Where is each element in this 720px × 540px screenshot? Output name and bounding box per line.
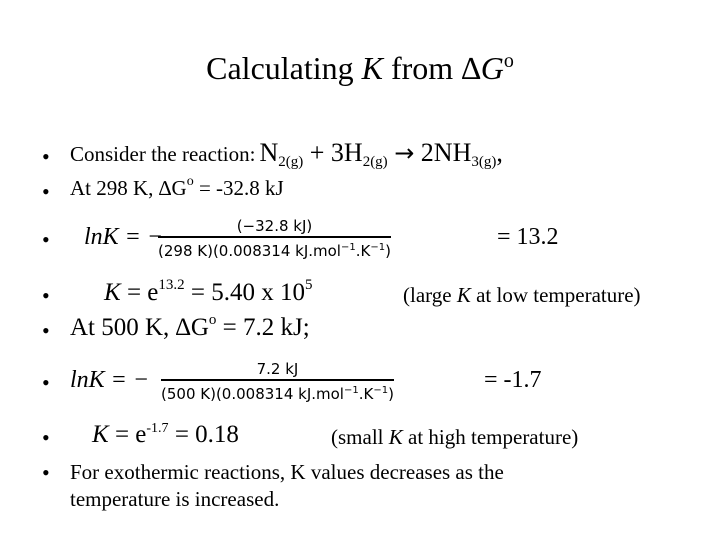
b5-rest: = 7.2 kJ; (216, 314, 310, 341)
den-text: (298 K)(0.008314 kJ.mol (158, 242, 341, 260)
title-from: from (390, 50, 454, 86)
b2-sup: o (186, 174, 194, 189)
lnk-500-denominator (161, 379, 394, 405)
k-298-value (104, 279, 313, 307)
den-exp1: −1 (343, 385, 359, 396)
title-delta: ∆G (461, 50, 504, 86)
den-end: ) (388, 385, 394, 403)
k-500-note (331, 425, 578, 450)
conclusion-line-1: For exothermic reactions, K values decreases as the (70, 460, 504, 484)
lnk-298-lhs (84, 224, 163, 251)
b2-rest: = -32.8 kJ (193, 176, 284, 200)
b5-text: At 500 K, ∆G (70, 314, 209, 341)
note-open: (small (331, 425, 384, 449)
k-298-exp: 13.2 (158, 277, 185, 293)
k-500-exp: -1.7 (146, 421, 169, 436)
lnk-298-result: = 13.2 (497, 224, 559, 250)
bullet-marker: • (42, 370, 50, 395)
conclusion-line-2: temperature is increased. (70, 487, 280, 511)
den-text: (500 K)(0.008314 kJ.mol (161, 385, 344, 403)
den-exp2: −1 (370, 242, 386, 253)
slide-title (0, 46, 720, 90)
reactant-h2-state: 2(g) (362, 154, 388, 170)
bullet-reaction (70, 138, 503, 168)
bullet-marker: • (42, 144, 50, 169)
k-500-rest: = 0.18 (168, 421, 239, 448)
bullet-marker: • (42, 283, 50, 308)
k-500-eq: = e (108, 421, 147, 448)
bullet-marker: • (42, 425, 50, 450)
lnk-298-denominator (158, 236, 391, 262)
lnk-298-numerator: (−32.8 kJ) (236, 217, 313, 235)
den-exp2: −1 (373, 385, 389, 396)
lnk-500-lhs-text: lnK = − (70, 367, 150, 393)
reaction-equation (259, 138, 503, 170)
lnk-298-lhs-text: lnK = − (84, 224, 164, 250)
b5-sup: o (208, 312, 217, 328)
product-nh3-state: 3(g) (471, 154, 497, 170)
k-298-rest: = 5.40 x 10 (184, 279, 305, 306)
b2-text: At 298 K, ∆G (70, 176, 187, 200)
note-rest: at high temperature) (402, 425, 579, 449)
note-k: K (383, 425, 403, 449)
lnk-500-fraction (161, 359, 394, 405)
reactant-n2: N (259, 138, 279, 167)
lnk-298-fraction (158, 216, 391, 262)
bullet-298k (70, 176, 284, 201)
k-298-exp2: 5 (305, 277, 313, 293)
k-298-lhs: K (104, 279, 121, 306)
den-end: ) (385, 242, 391, 260)
bullet-500k (70, 314, 310, 342)
title-var: K (361, 50, 383, 86)
den-mid: .K (355, 242, 371, 260)
lnk-500-numerator: 7.2 kJ (256, 360, 299, 378)
bullet-marker: • (42, 179, 50, 204)
reaction-label: Consider the reaction: (70, 142, 256, 166)
den-exp1: −1 (340, 242, 356, 253)
note-open: (large (403, 283, 452, 307)
note-rest: at low temperature) (470, 283, 641, 307)
lnk-500-result: = -1.7 (484, 367, 542, 393)
reactant-h2: + 3H (309, 138, 363, 167)
k-500-value (92, 421, 239, 449)
den-mid: .K (358, 385, 374, 403)
reaction-comma: , (496, 138, 503, 167)
bullet-marker: • (42, 318, 50, 343)
title-text: Calculating (206, 50, 354, 86)
product-nh3: 2NH (420, 138, 472, 167)
lnk-500-lhs (70, 367, 149, 394)
bullet-marker: • (42, 460, 50, 485)
k-500-lhs: K (92, 421, 109, 448)
title-sup: o (503, 50, 514, 72)
k-298-note (403, 283, 641, 308)
note-k: K (451, 283, 471, 307)
k-298-eq: = e (120, 279, 159, 306)
reactant-n2-state: 2(g) (278, 154, 304, 170)
bullet-marker: • (42, 227, 50, 252)
reaction-arrow-icon: → (394, 139, 415, 167)
